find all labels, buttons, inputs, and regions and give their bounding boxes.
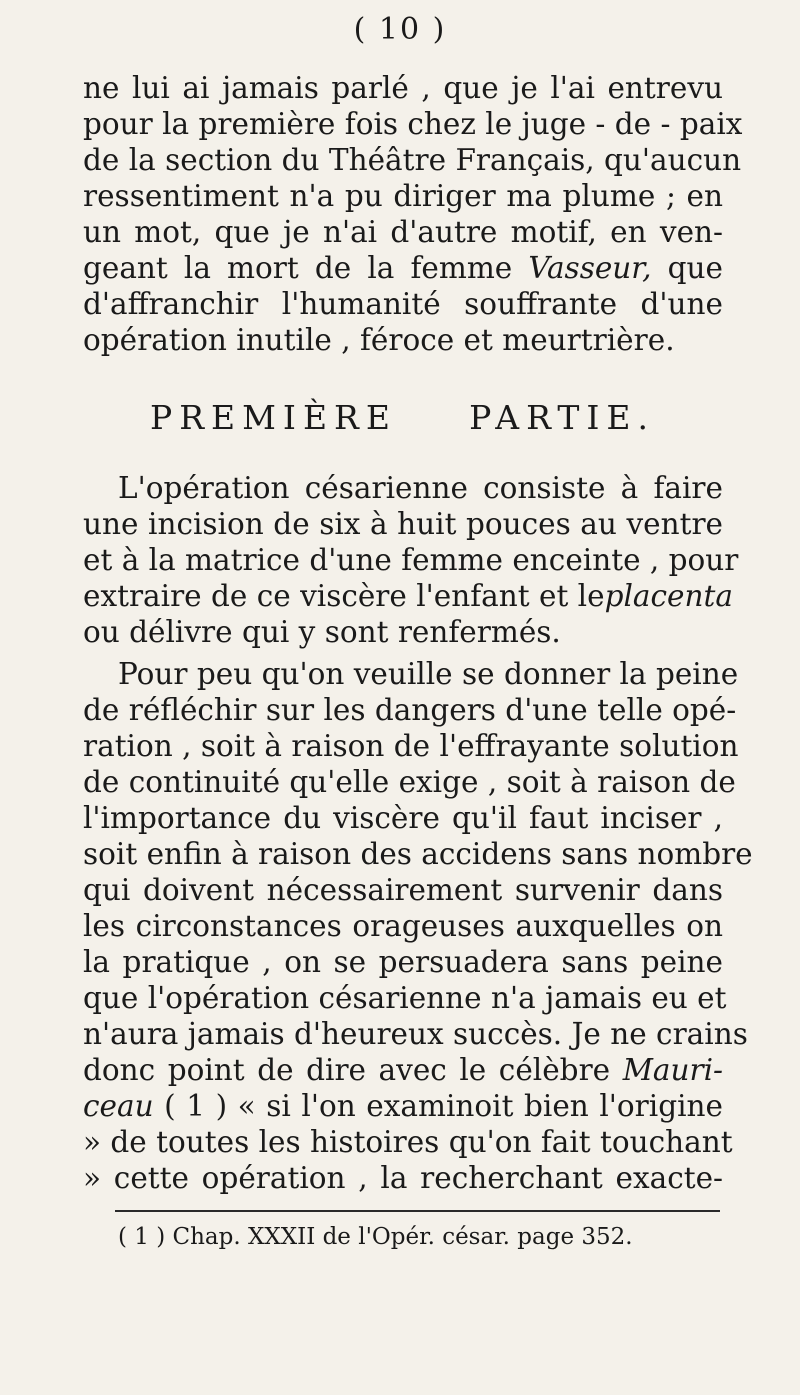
text-line: qui doivent nécessairement survenir dans xyxy=(83,873,723,907)
text-line xyxy=(83,1052,723,1088)
text-line xyxy=(83,250,723,286)
text-span: donc point de dire avec le célèbre xyxy=(83,1053,623,1087)
text-line: ressentiment n'a pu diriger ma plume ; en xyxy=(83,179,723,213)
section-heading: PREMIÈRE PARTIE. xyxy=(150,398,655,437)
text-line xyxy=(83,1088,723,1124)
italic-name: ceau xyxy=(83,1089,154,1123)
text-line: ration , soit à raison de l'effrayante solution xyxy=(83,729,739,763)
text-line: » de toutes les histoires qu'on fait touchant xyxy=(83,1125,733,1159)
text-line: soit enfin à raison des accidens sans nombre xyxy=(83,837,753,871)
text-line: que l'opération césarienne n'a jamais eu et xyxy=(83,981,727,1015)
text-line: opération inutile , féroce et meurtrière. xyxy=(83,323,675,357)
text-line: l'importance du viscère qu'il faut inciser , xyxy=(83,801,723,835)
text-line: de la section du Théâtre Français, qu'aucun xyxy=(83,143,742,177)
italic-name: Vasseur, xyxy=(528,251,652,285)
text-line: L'opération césarienne consiste à faire xyxy=(118,471,723,505)
text-line: Pour peu qu'on veuille se donner la peine xyxy=(118,657,739,691)
text-span: geant la mort de la femme xyxy=(83,251,529,285)
text-line xyxy=(83,578,733,614)
text-span: extraire de ce viscère l'enfant et le xyxy=(83,579,605,613)
text-line: n'aura jamais d'heureux succès. Je ne crains xyxy=(83,1017,748,1051)
text-line: ou délivre qui y sont renfermés. xyxy=(83,615,561,649)
text-line: de réfléchir sur les dangers d'une telle opé- xyxy=(83,693,737,727)
footnote-divider xyxy=(115,1210,720,1212)
italic-term: placenta xyxy=(604,579,733,613)
page-number: ( 10 ) xyxy=(353,12,447,47)
text-line: la pratique , on se persuadera sans peine xyxy=(83,945,723,979)
text-line: et à la matrice d'une femme enceinte , pour xyxy=(83,543,739,577)
footnote: ( 1 ) Chap. XXXII de l'Opér. césar. page 352. xyxy=(118,1224,633,1250)
text-line: un mot, que je n'ai d'autre motif, en ven- xyxy=(83,215,723,249)
text-line: d'affranchir l'humanité souffrante d'une xyxy=(83,287,723,321)
text-line: » cette opération , la recherchant exacte- xyxy=(83,1161,723,1195)
text-line: de continuité qu'elle exige , soit à raison de xyxy=(83,765,736,799)
italic-name: Mauri- xyxy=(622,1053,723,1087)
text-line: les circonstances orageuses auxquelles on xyxy=(83,909,723,943)
text-line: ne lui ai jamais parlé , que je l'ai entrevu xyxy=(83,71,723,105)
text-span: que xyxy=(651,251,724,285)
text-line: une incision de six à huit pouces au ventre xyxy=(83,507,723,541)
text-span: ( 1 ) « si l'on examinoit bien l'origine xyxy=(153,1089,723,1123)
text-line: pour la première fois chez le juge - de - paix xyxy=(83,107,743,141)
